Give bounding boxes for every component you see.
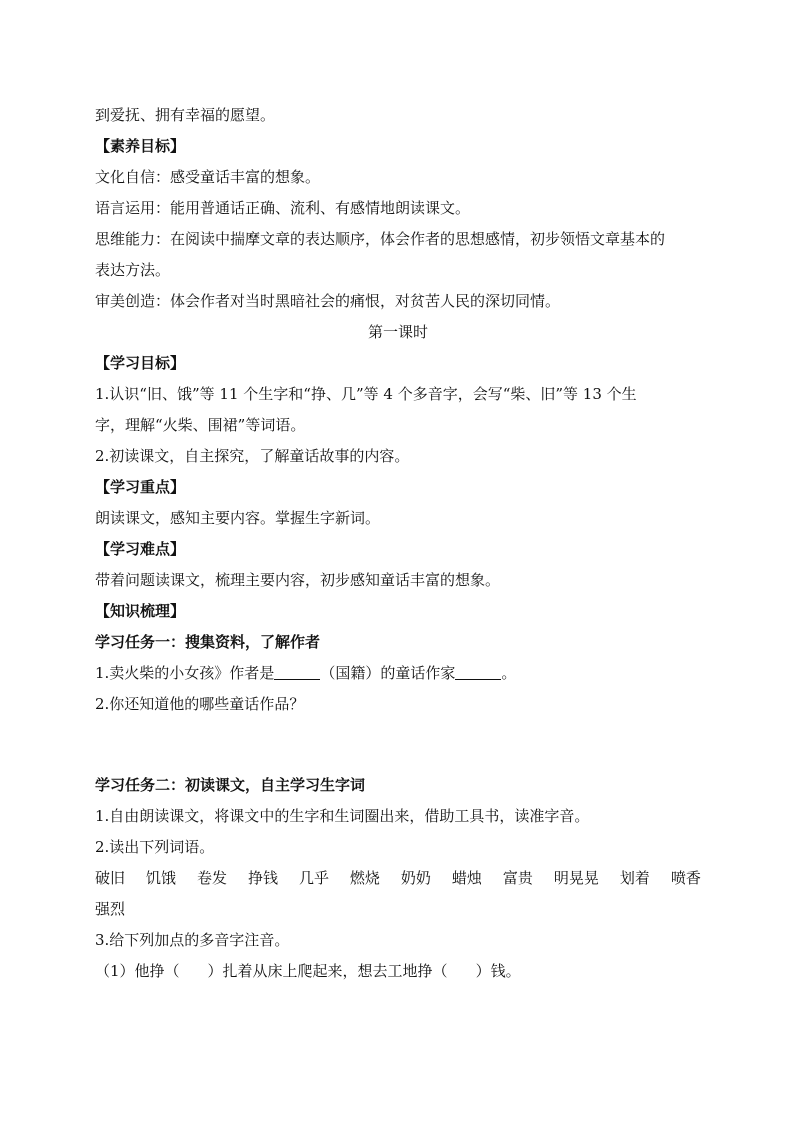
word-item: 燃烧	[349, 869, 380, 887]
question-part-c: ）钱。	[475, 962, 521, 980]
goal-item-1: 1.认识“旧、饿”等 11 个生字和“挣、几”等 4 个多音字，会写“柴、旧”等 13 个生	[95, 385, 637, 403]
word-item: 卷发	[196, 869, 227, 887]
task2-step-2: 2.读出下列词语。	[95, 838, 215, 856]
question-part-a: （1）他挣（	[95, 962, 180, 980]
task2-step-1: 1.自由朗读课文，将课文中的生字和生词圈出来，借助工具书，读准字音。	[95, 807, 590, 825]
lesson-title: 第一课时	[367, 323, 428, 341]
literacy-item-aesthetic: 审美创造：体会作者对当时黑暗社会的痛恨，对贫苦人民的深切同情。	[95, 292, 561, 310]
task1-q1-part-b: （国籍）的童话作家	[320, 664, 456, 682]
word-item: 明晃晃	[553, 869, 599, 887]
word-item: 富贵	[502, 869, 533, 887]
focus-heading: 【学习重点】	[95, 478, 186, 496]
word-item: 挣钱	[247, 869, 278, 887]
task2-step-3: 3.给下列加点的多音字注音。	[95, 931, 290, 949]
difficulty-heading: 【学习难点】	[95, 540, 186, 558]
literacy-item-language: 语言运用：能用普通话正确、流利、有感情地朗读课文。	[95, 199, 471, 217]
literacy-item-thinking-cont: 表达方法。	[95, 261, 171, 279]
word-item: 喷香	[670, 869, 701, 887]
literacy-heading: 【素养目标】	[95, 137, 186, 155]
literacy-item-culture: 文化自信：感受童话丰富的想象。	[95, 168, 321, 186]
literacy-item-thinking: 思维能力：在阅读中揣摩文章的表达顺序，体会作者的思想感情，初步领悟文章基本的	[95, 230, 666, 248]
answer-space	[95, 720, 701, 770]
word-item: 饥饿	[145, 869, 176, 887]
question-part-b: ）扎着从床上爬起来，想去工地挣（	[207, 962, 448, 980]
word-item: 破旧	[95, 869, 126, 887]
document-content	[95, 100, 701, 987]
task1-q1-part-c: 。	[501, 664, 517, 682]
task1-q1-part-a: 1.卖火柴的小女孩》作者是	[95, 664, 275, 682]
word-list	[95, 863, 701, 894]
paragraph-intro: 到爱抚、拥有幸福的愿望。	[95, 106, 276, 124]
word-item: 奶奶	[400, 869, 431, 887]
nationality-blank[interactable]	[274, 665, 320, 680]
goal-item-1-cont: 字，理解“火柴、围裙”等词语。	[95, 416, 306, 434]
task1-question-1	[95, 658, 701, 689]
author-blank[interactable]	[455, 665, 501, 680]
task1-question-2: 2.你还知道他的哪些童话作品？	[95, 695, 305, 713]
difficulty-text: 带着问题读课文，梳理主要内容，初步感知童话丰富的想象。	[95, 571, 501, 589]
goal-item-2: 2.初读课文，自主探究，了解童话故事的内容。	[95, 447, 410, 465]
task1-title: 学习任务一：搜集资料，了解作者	[95, 633, 321, 651]
knowledge-heading: 【知识梳理】	[95, 602, 186, 620]
word-item: 蜡烛	[451, 869, 482, 887]
word-item-last: 强烈	[95, 900, 126, 918]
task2-title: 学习任务二：初读课文，自主学习生字词	[95, 776, 366, 794]
goals-heading: 【学习目标】	[95, 354, 186, 372]
focus-text: 朗读课文，感知主要内容。掌握生字新词。	[95, 509, 381, 527]
word-item: 划着	[619, 869, 650, 887]
word-item: 几乎	[298, 869, 329, 887]
task2-question-1	[95, 956, 701, 987]
